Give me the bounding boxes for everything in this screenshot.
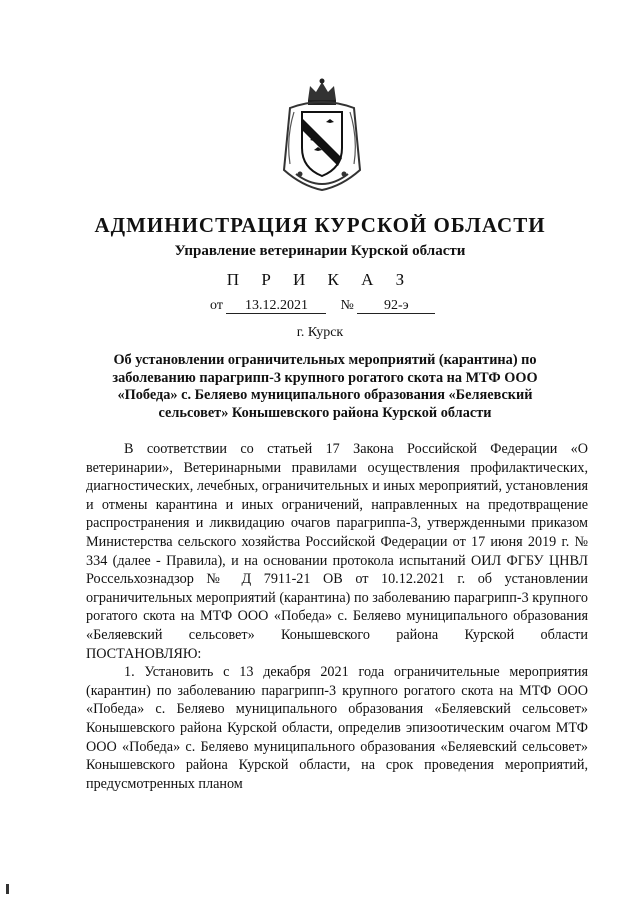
city: г. Курск (296, 325, 344, 340)
document-type: П Р И К А З (226, 270, 414, 289)
coat-of-arms-icon (280, 78, 364, 194)
number-prefix: № (340, 298, 354, 313)
scan-margin-mark (6, 884, 9, 894)
body-paragraph: 1. Установить с 13 декабря 2021 года ограничительные мероприятия (карантин) по заболеванию парагрипп-3 крупного рогатого скота на МТФ ООО «Победа» с. Беляево муниципального образования «Беляевский сельсовет» Конышевского района Курской области, определив эпизоотическим очагом МТФ ООО «Победа» с. Беляево муниципального образования «Беляевский сельсовет» Конышевского района Курской области, на срок проведения мероприятий, предусмотренных планом (86, 664, 588, 792)
document-subject: Об установлении ограничительных мероприятий (карантина) по заболеванию парагрипп-3 крупного рогатого скота на МТФ ООО «Победа» с. Беляево муниципального образования «Беляевский сельсовет» Конышевского района Курской области (112, 352, 538, 421)
organization-title: АДМИНИСТРАЦИЯ КУРСКОЙ ОБЛАСТИ (94, 213, 546, 237)
order-number: 92-э (357, 298, 435, 314)
order-date: 13.12.2021 (226, 298, 326, 314)
department-name: Управление ветеринарии Курской области (174, 243, 466, 259)
date-prefix: от (210, 298, 223, 313)
document-body (86, 440, 588, 793)
date-number-line (210, 298, 435, 314)
body-paragraph: В соответствии со статьей 17 Закона Российской Федерации «О ветеринарии», Ветеринарными правилами осуществления профилактических, диагностических, лечебных, ограничительных и иных мероприятий, установления и отмены карантина и иных ограничений, направленных на предотвращение распространения и ликвидацию очагов парагриппа-3, утвержденными приказом Министерства сельского хозяйства Российской Федерации от 17 июня 2019 г. № 334 (далее - Правила), и на основании протокола испытаний ОИЛ ФГБУ ЦНВЛ Россельхознадзор № Д 7911-21 ОВ от 10.12.2021 г. об установлении ограничительных мероприятий (карантина) по заболеванию парагрипп-3 крупного рогатого скота на МТФ ООО «Победа» с. Беляево муниципального образования «Беляевский сельсовет» Конышевского района Курской области ПОСТАНОВЛЯЮ: (86, 441, 588, 662)
